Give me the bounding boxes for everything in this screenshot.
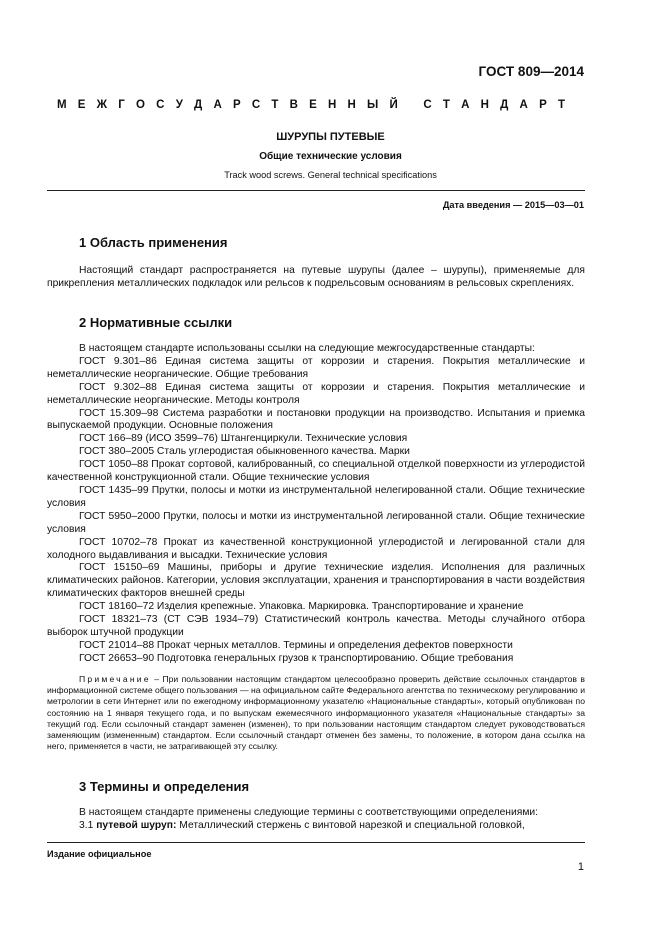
reference-item: ГОСТ 1435–99 Прутки, полосы и мотки из инструментальной нелегированной стали. Общие технические условия: [47, 484, 585, 509]
edition-label: Издание официальное: [47, 849, 152, 859]
reference-item: ГОСТ 18321–73 (СТ СЭВ 1934–79) Статистический контроль качества. Методы случайного отбора выборок штучной продукции: [47, 614, 585, 638]
heading-letter: А: [213, 99, 222, 111]
reference-item: ГОСТ 26653–90 Подготовка генеральных грузов к транспортированию. Общие требования: [79, 652, 514, 664]
heading-letter: Н: [327, 99, 337, 111]
heading-letter: Т: [557, 99, 565, 111]
heading-letter: У: [175, 99, 183, 111]
section-2-heading: 2 Нормативные ссылки: [79, 315, 233, 330]
heading-letter: Т: [271, 99, 279, 111]
introduction-date: Дата введения — 2015—03—01: [442, 200, 584, 210]
heading-letter: Й: [389, 99, 398, 111]
reference-item: ГОСТ 380–2005 Сталь углеродистая обыкновенного качества. Марки: [79, 446, 410, 458]
heading-letter: С: [156, 99, 165, 111]
heading-letter: С: [251, 99, 261, 111]
reference-item: ГОСТ 1050–88 Прокат сортовой, калиброванный, со специальной отделкой поверхности из углеродистой качественной конструкционной стали. Общие технические условия: [47, 459, 585, 484]
heading-letter: Е: [77, 99, 86, 111]
heading-letter: Г: [118, 99, 125, 111]
document-subtitle: Общие технические условия: [259, 151, 402, 162]
heading-letter: Р: [232, 99, 241, 111]
english-title: Track wood screws. General technical specifications: [224, 170, 437, 180]
term-number: 3.1: [79, 819, 97, 831]
section-1-text: [47, 264, 585, 290]
heading-gap: [409, 99, 412, 111]
reference-item: ГОСТ 15150–69 Машины, приборы и другие технические изделия. Исполнения для различных климатических районов. Категории, условия эксплуатации, хранения и транспортирования в части воздействия климатических факторов внешней среды: [47, 562, 585, 600]
heading-letter: Р: [539, 99, 547, 111]
term-text: Металлический стержень с винтовой нарезкой и специальной головкой,: [176, 819, 525, 831]
reference-item: ГОСТ 21014–88 Прокат черных металлов. Термины и определения дефектов поверхности: [79, 639, 513, 651]
section-3-text: [47, 807, 585, 833]
header-divider: [47, 190, 585, 191]
heading-letter: Д: [194, 99, 203, 111]
heading-letter: Т: [442, 99, 450, 111]
references-intro: В настоящем стандарте использованы ссылки на следующие межгосударственные стандарты:: [79, 343, 535, 354]
note-text: – При пользовании настоящим стандартом целесообразно проверить действие ссылочных стандартов в информационной системе общего пользования — на официальном сайте Федерального агентства по техническому регулированию и метрологии в сети Интернет или по ежегодному информационному указателю «Национальные стандарты», который опубликован по состоянию на 1 января текущего года, и по выпускам ежемесячного информационного указателя «Национальные стандарты» за текущий год. Если ссылочный стандарт заменен (изменен), то при пользовании настоящим стандартом следует руководствоваться заменяющим (измененным) стандартом. Если ссылочный стандарт отменен без замены, то положение, в котором дана ссылка на него, применяется в части, не затрагивающей эту ссылку.: [47, 674, 585, 752]
reference-item: ГОСТ 5950–2000 Прутки, полосы и мотки из инструментальной легированной стали. Общие технические условия: [47, 510, 585, 535]
heading-letter: М: [57, 99, 67, 111]
document-title: ШУРУПЫ ПУТЕВЫЕ: [276, 131, 385, 143]
references-list: [47, 343, 585, 666]
heading-letter: А: [461, 99, 470, 111]
term-definition: [47, 820, 585, 833]
section-1-paragraph: Настоящий стандарт распространяется на путевые шурупы (далее – шурупы), применяемые для прикрепления металлических подкладок или рельсов к подрельсовым основаниям в рельсовых скреплениях.: [47, 265, 585, 289]
reference-item: ГОСТ 9.302–88 Единая система защиты от коррозии и старения. Покрытия металлические и неметаллические неорганические. Методы контроля: [47, 381, 585, 406]
gost-number: ГОСТ 809—2014: [478, 64, 584, 79]
heading-letter: О: [136, 99, 145, 111]
heading-letter: В: [289, 99, 298, 111]
reference-item: ГОСТ 9.301–86 Единая система защиты от коррозии и старения. Покрытия металлические и неметаллические неорганические. Общие требования: [47, 355, 585, 380]
note-label: Примечание: [79, 674, 151, 684]
footer-divider: [47, 842, 585, 843]
page-number: 1: [577, 861, 584, 873]
heading-letter: Ы: [367, 99, 379, 111]
heading-letter: Н: [347, 99, 356, 111]
heading-letter: А: [519, 99, 528, 111]
heading-letter: Ж: [96, 99, 108, 111]
section-3-heading: 3 Термины и определения: [79, 779, 250, 794]
heading-letter: С: [423, 99, 432, 111]
section-3-intro: В настоящем стандарте применены следующие термины с соответствующими определениями:: [79, 807, 539, 818]
reference-item: ГОСТ 166–89 (ИСО 3599–76) Штангенциркули. Технические условия: [79, 433, 408, 445]
reference-item: ГОСТ 18160–72 Изделия крепежные. Упаковка. Маркировка. Транспортирование и хранение: [79, 601, 524, 613]
term-name: путевой шуруп:: [96, 819, 177, 831]
reference-item: ГОСТ 10702–78 Прокат из качественной конструкционной углеродистой и легированной стали для холодного выдавливания и высадки. Технические условия: [47, 536, 585, 561]
standard-type-heading: [57, 99, 565, 111]
heading-letter: Е: [309, 99, 317, 111]
section-1-heading: 1 Область применения: [79, 235, 228, 250]
references-note: [47, 674, 585, 752]
reference-item: ГОСТ 15.309–98 Система разработки и постановки продукции на производство. Испытания и приемка выпускаемой продукции. Основные положения: [47, 407, 585, 432]
heading-letter: Н: [480, 99, 489, 111]
heading-letter: Д: [500, 99, 509, 111]
